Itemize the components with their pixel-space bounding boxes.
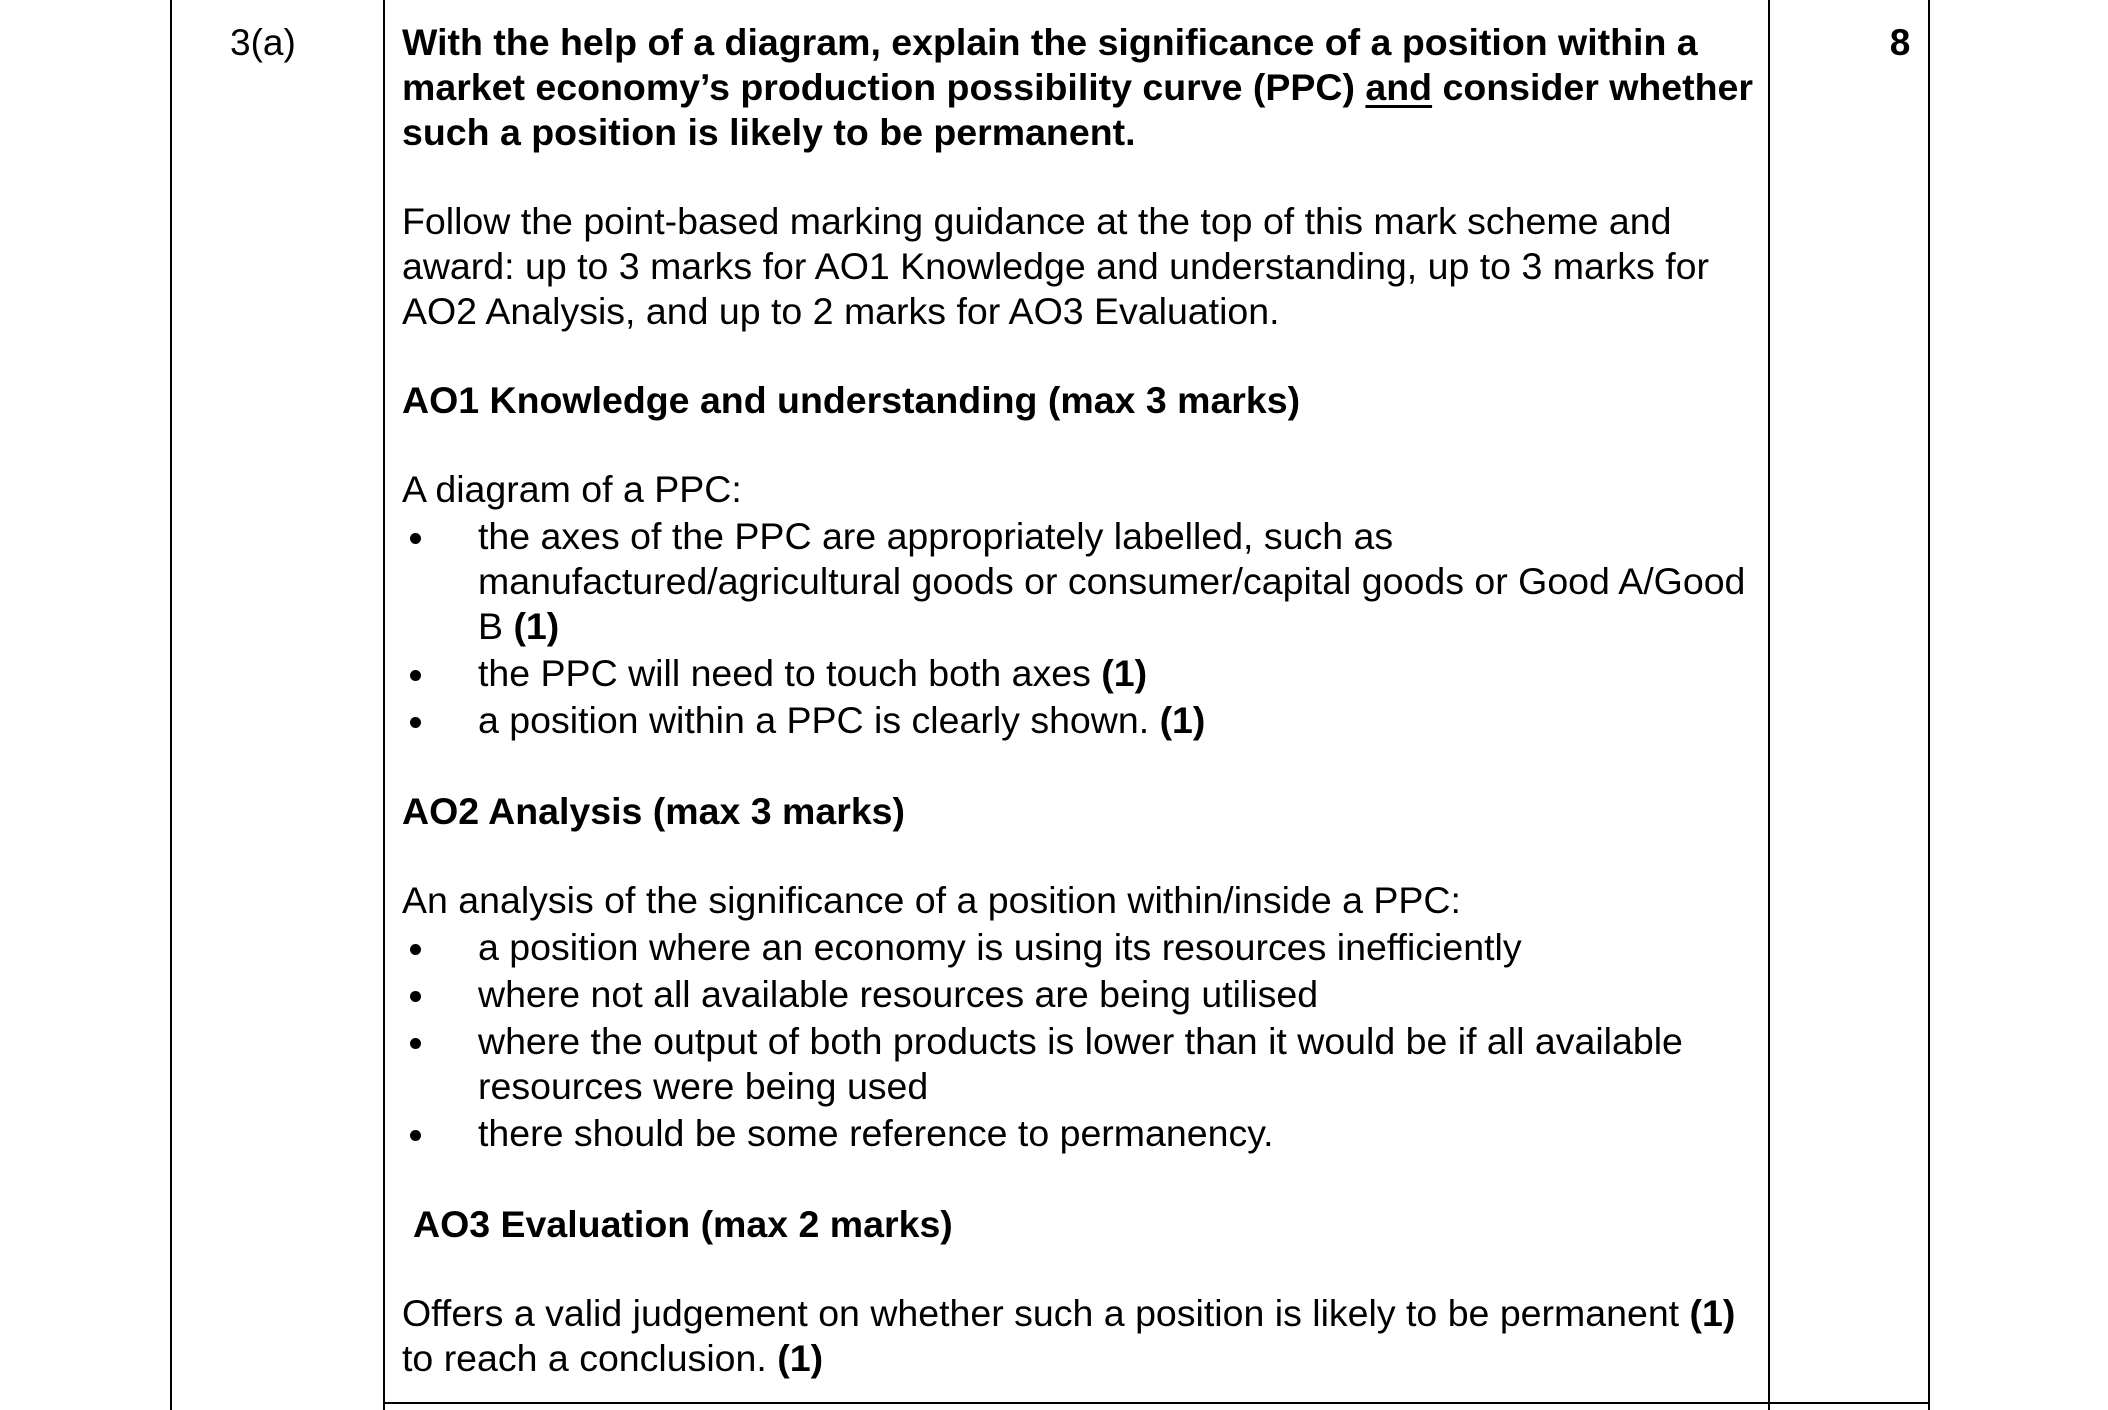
- list-item: where the output of both products is lower than it would be if all available resources were being used: [402, 1019, 1762, 1109]
- list-item: the PPC will need to touch both axes (1): [402, 651, 1762, 696]
- list-item: there should be some reference to permanency.: [402, 1111, 1762, 1156]
- bullet-icon: [410, 1130, 421, 1141]
- question-prompt: [402, 20, 1762, 155]
- table-row-divider: [383, 1402, 1930, 1404]
- ao3-heading: AO3 Evaluation (max 2 marks): [413, 1203, 953, 1245]
- table-border-left: [170, 0, 172, 1410]
- ao3-text: Offers a valid judgement on whether such a position is likely to be permanent (1) to reach a conclusion. (1): [402, 1292, 1736, 1379]
- ao1-heading: AO1 Knowledge and understanding (max 3 marks): [402, 379, 1301, 421]
- marking-guidance: Follow the point-based marking guidance at the top of this mark scheme and award: up to 3 marks for AO1 Knowledge and understanding, up to 3 marks for AO2 Analysis, and up to 2 marks for AO3 Evaluation.: [402, 200, 1709, 332]
- ao2-intro: An analysis of the significance of a position within/inside a PPC:: [402, 879, 1461, 921]
- bullet-icon: [410, 1038, 421, 1049]
- table-border-marks-col: [1768, 0, 1770, 1410]
- prompt-part1: With the help of a diagram, explain the significance of a position within a market economy’s production possibility curve (PPC): [402, 21, 1698, 108]
- ao1-bullet-list: [402, 514, 1762, 743]
- prompt-part2: consider whether such a position is likely to be permanent.: [402, 66, 1754, 153]
- ao2-bullet-list: [402, 925, 1762, 1156]
- question-number: 3(a): [230, 22, 296, 63]
- table-border-question-col: [383, 0, 385, 1410]
- list-item: a position where an economy is using its resources inefficiently: [402, 925, 1762, 970]
- prompt-and: and: [1365, 66, 1433, 108]
- bullet-icon: [410, 944, 421, 955]
- ao1-intro: A diagram of a PPC:: [402, 468, 742, 510]
- list-item: the axes of the PPC are appropriately labelled, such as manufactured/agricultural goods or consumer/capital goods or Good A/Good B (1): [402, 514, 1762, 649]
- table-border-right: [1928, 0, 1930, 1410]
- list-item: a position within a PPC is clearly shown. (1): [402, 698, 1762, 743]
- ao2-heading: AO2 Analysis (max 3 marks): [402, 790, 906, 832]
- list-item: where not all available resources are being utilised: [402, 972, 1762, 1017]
- bullet-icon: [410, 991, 421, 1002]
- question-marks: 8: [1889, 22, 1911, 63]
- bullet-icon: [410, 670, 421, 681]
- bullet-icon: [410, 533, 421, 544]
- bullet-icon: [410, 717, 421, 728]
- mark-scheme-content: [402, 20, 1762, 1381]
